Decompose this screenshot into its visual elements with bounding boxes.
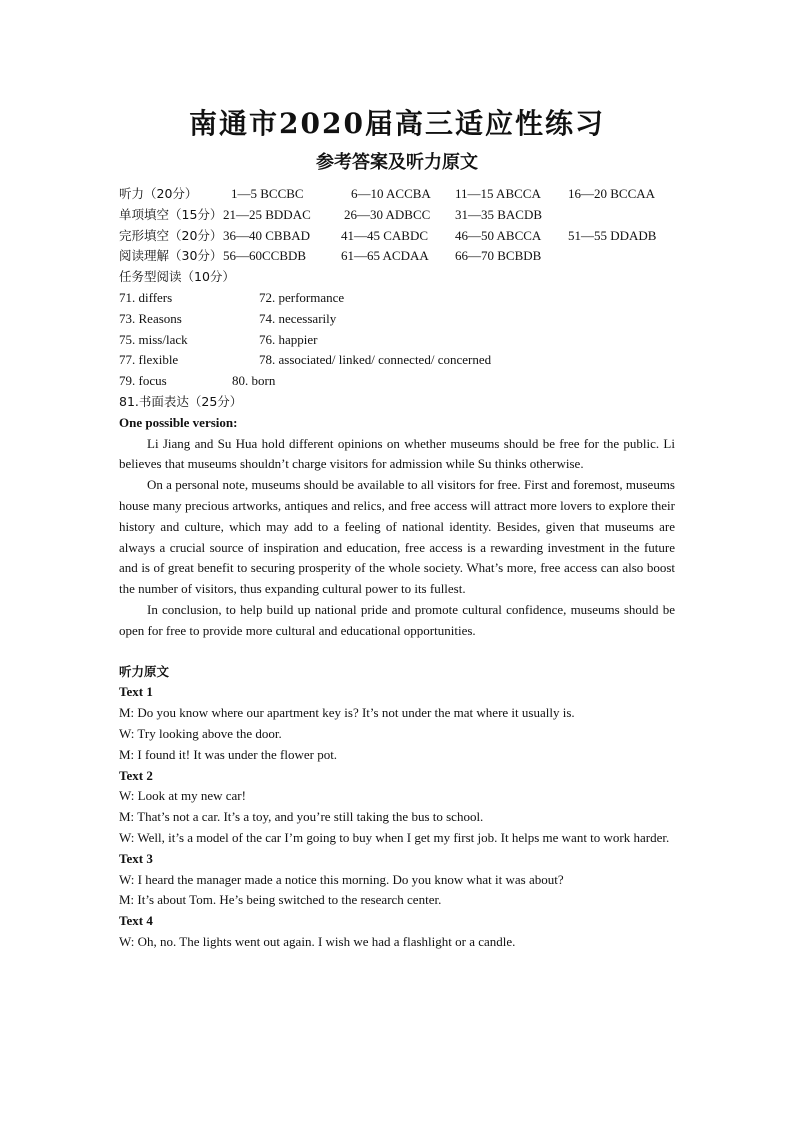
dialogue-line: M: It’s about Tom. He’s being switched to the research center. bbox=[119, 892, 442, 908]
task-answer-right: 74. necessarily bbox=[259, 310, 337, 326]
page-title: 南通市2020届高三适应性练习 bbox=[189, 107, 605, 140]
answer-range: 1—5 BCCBC bbox=[231, 186, 304, 201]
essay-paragraph: Li Jiang and Su Hua hold different opinions on whether museums should be free for the public. Li believes that museums shouldn’t charge visitors for admission while Su thinks otherwise. bbox=[119, 435, 675, 472]
dialogue-line: M: That’s not a car. It’s a toy, and you’re still taking the bus to school. bbox=[119, 809, 484, 825]
task-answer-right: 76. happier bbox=[259, 331, 318, 347]
answer-section-label: 听力（20分） bbox=[119, 186, 198, 201]
answer-range: 56—60CCBDB bbox=[223, 248, 307, 264]
answer-section-label: 任务型阅读（10分） bbox=[119, 269, 235, 285]
transcript-text-label: Text 3 bbox=[119, 850, 153, 866]
answer-row-single-choice bbox=[119, 205, 675, 226]
essay-heading: One possible version: bbox=[119, 414, 238, 430]
page-subtitle: 参考答案及听力原文 bbox=[316, 152, 478, 173]
task-answer-row bbox=[119, 330, 675, 351]
dialogue-line: W: Well, it’s a model of the car I’m going to buy when I get my first job. It helps me want to work harder. bbox=[119, 829, 670, 845]
answer-range: 6—10 ACCBA bbox=[351, 186, 431, 201]
answer-row-cloze bbox=[119, 226, 675, 247]
essay-paragraph: In conclusion, to help build up national pride and promote cultural confidence, museums should be open for free to provide more cultural and educational opportunities. bbox=[119, 601, 675, 638]
essay-paragraph: On a personal note, museums should be available to all visitors for free. First and foremost, museums house many precious artworks, antiques and relics, and free access will attract more lovers to explore their history and culture, which may add to a feeling of national identity. Besides, given that museums are always a crucial source of inspiration and education, free access is a rewarding investment in the future and is of great benefit to securing prosperity of the whole society. What’s more, free access can also boost the number of visitors, thus expanding cultural power to its fullest. bbox=[119, 477, 675, 597]
dialogue-line: W: I heard the manager made a notice this morning. Do you know what it was about? bbox=[119, 871, 564, 887]
transcript-text-label: Text 4 bbox=[119, 913, 153, 929]
dialogue-line: W: Look at my new car! bbox=[119, 788, 246, 804]
answer-range: 21—25 BDDAC bbox=[223, 206, 311, 222]
task-answer-left: 73. Reasons bbox=[119, 310, 182, 326]
answer-section-label: 单项填空（15分） bbox=[119, 206, 223, 222]
answer-range: 11—15 ABCCA bbox=[455, 186, 541, 201]
answer-range: 51—55 DDADB bbox=[568, 227, 657, 243]
task-answer-row bbox=[119, 309, 675, 330]
answer-range: 26—30 ADBCC bbox=[344, 206, 431, 222]
dialogue-line: M: I found it! It was under the flower pot. bbox=[119, 746, 338, 762]
answer-section-label: 完形填空（20分） bbox=[119, 227, 223, 243]
answer-range: 41—45 CABDC bbox=[341, 227, 429, 243]
transcript-heading: 听力原文 bbox=[119, 663, 170, 679]
dialogue-line: M: Do you know where our apartment key is? It’s not under the mat where it usually is. bbox=[119, 705, 575, 721]
answer-range: 16—20 BCCAA bbox=[568, 186, 656, 201]
task-answer-right: 78. associated/ linked/ connected/ concerned bbox=[259, 352, 492, 368]
task-answer-left: 75. miss/lack bbox=[119, 331, 188, 347]
answer-range: 66—70 BCBDB bbox=[455, 248, 542, 264]
transcript-text-label: Text 2 bbox=[119, 767, 153, 783]
answer-row-task-reading bbox=[119, 267, 675, 288]
task-answer-left: 71. differs bbox=[119, 289, 173, 305]
task-answer-row bbox=[119, 350, 675, 371]
task-answer-row bbox=[119, 288, 675, 309]
dialogue-line: W: Oh, no. The lights went out again. I wish we had a flashlight or a candle. bbox=[119, 933, 516, 949]
task-answer-left: 79. focus bbox=[119, 373, 167, 389]
task-answer-left: 77. flexible bbox=[119, 352, 179, 368]
answer-range: 31—35 BACDB bbox=[455, 206, 543, 222]
transcript-text-label: Text 1 bbox=[119, 684, 153, 700]
answer-section-label: 阅读理解（30分） bbox=[119, 248, 223, 264]
task-answer-right: 72. performance bbox=[259, 289, 345, 305]
answer-row-listening bbox=[119, 184, 675, 205]
answer-range: 36—40 CBBAD bbox=[223, 227, 311, 243]
document-body bbox=[119, 184, 675, 953]
answer-range: 61—65 ACDAA bbox=[341, 248, 429, 264]
writing-section-label: 81.书面表达（25分） bbox=[119, 393, 243, 409]
answer-row-reading bbox=[119, 246, 675, 267]
task-answer-row bbox=[119, 371, 675, 392]
answer-range: 46—50 ABCCA bbox=[455, 227, 542, 243]
dialogue-line: W: Try looking above the door. bbox=[119, 725, 282, 741]
task-answer-right: 80. born bbox=[232, 373, 276, 389]
